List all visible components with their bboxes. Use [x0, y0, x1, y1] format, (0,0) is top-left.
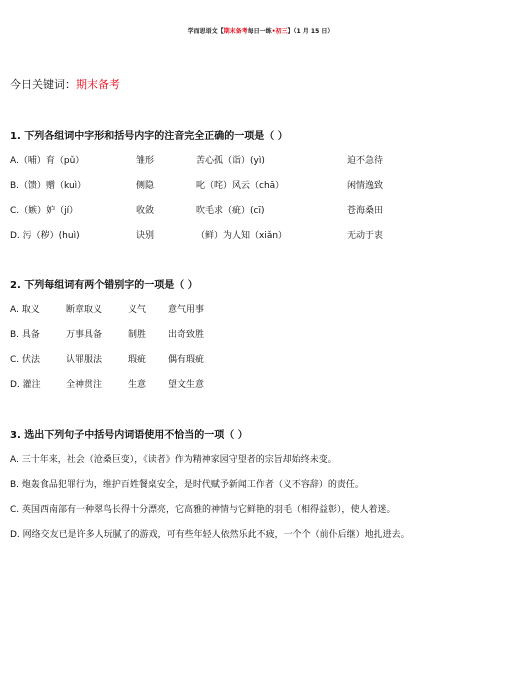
- question-1-stem: 1. 下列各组词中字形和括号内字的注音完全正确的一项是（ ）: [10, 131, 288, 142]
- q1-b-col4: 闲情逸致: [347, 181, 384, 191]
- q3-option-c: C. 英国西南部有一种翠鸟长得十分漂亮，它高雅的神情与它鲜艳的羽毛（相得益彰），使人着迷。: [10, 505, 396, 515]
- q1-b-col3: 叱（咤）风云（chā）: [196, 181, 285, 191]
- title-highlight-exam: 期末备考: [223, 28, 248, 35]
- q1-option-d: [10, 228, 515, 242]
- title-date: 】（1 月 15 日）: [287, 28, 334, 35]
- q2-d-col4: 望文生意: [168, 380, 205, 390]
- q2-c-col4: 偶有瑕疵: [168, 355, 205, 365]
- q1-a-col3: 苦心孤（诣）(yì): [196, 156, 265, 166]
- q1-option-a: [10, 153, 515, 167]
- q2-a-col3: 义气: [128, 305, 147, 315]
- q1-d-col1: D. 污（秽）(huì): [10, 231, 80, 241]
- q2-a-col1: A. 取义: [10, 305, 40, 315]
- question-3-stem: 3. 选出下列句子中括号内词语使用不恰当的一项（ ）: [10, 430, 248, 441]
- q2-d-col3: 生意: [128, 380, 147, 390]
- q1-d-col4: 无动于衷: [347, 231, 384, 241]
- q3-option-b: B. 炮轰食品犯罪行为，维护百姓餐桌安全，是时代赋予新闻工作者（义不容辞）的责任。: [10, 480, 364, 490]
- title-highlight-grade: 初三: [275, 28, 288, 35]
- q3-option-d: D. 网络交友已是许多人玩腻了的游戏，可有些年轻人依然乐此不疲，一个个（前仆后继）地扎进去。: [10, 530, 410, 540]
- keyword-value: 期末备考: [76, 78, 120, 91]
- q1-a-col2: 雏形: [136, 156, 155, 166]
- q1-option-c: [10, 203, 515, 217]
- q1-c-col1: C.（嫉）妒（jí）: [10, 206, 79, 216]
- q2-d-col2: 全神贯注: [66, 380, 103, 390]
- q1-c-col3: 吹毛求（疵）(cī): [196, 206, 265, 216]
- q1-b-col2: 侧隐: [136, 181, 155, 191]
- keyword-line: [10, 76, 120, 92]
- q2-option-a: [10, 302, 515, 316]
- q1-c-col2: 收敛: [136, 206, 155, 216]
- keyword-label: 今日关键词：: [10, 78, 76, 91]
- question-2-stem: 2. 下列每组词有两个错别字的一项是（ ）: [10, 280, 198, 291]
- title-prefix: 学而思语文【: [187, 28, 224, 35]
- q2-a-col2: 断章取义: [66, 305, 103, 315]
- q2-option-b: [10, 327, 515, 341]
- q2-c-col2: 认罪服法: [66, 355, 103, 365]
- q1-d-col3: （鲜）为人知（xiǎn）: [196, 231, 288, 241]
- q2-a-col4: 意气用事: [168, 305, 205, 315]
- q3-option-a: A. 三十年来，社会（沧桑巨变），《读者》作为精神家园守望者的宗旨却始终未变。: [10, 455, 337, 465]
- q2-option-d: [10, 377, 515, 391]
- q1-option-b: [10, 178, 515, 192]
- title-dot: •: [271, 28, 276, 35]
- q2-b-col3: 制胜: [128, 330, 147, 340]
- q2-c-col1: C. 伏法: [10, 355, 41, 365]
- q1-c-col4: 苍海桑田: [347, 206, 384, 216]
- q2-c-col3: 瑕疵: [128, 355, 147, 365]
- q2-option-c: [10, 352, 515, 366]
- q1-d-col2: 诀别: [136, 231, 155, 241]
- q2-b-col4: 出奇致胜: [168, 330, 205, 340]
- title-daily-practice: 每日一练: [247, 28, 272, 35]
- q1-a-col4: 迫不急待: [347, 156, 384, 166]
- q1-a-col1: A.（哺）育（pǔ）: [10, 156, 85, 166]
- q1-b-col1: B.（馈）赠（kuì）: [10, 181, 87, 191]
- page-title: [0, 26, 521, 35]
- q2-b-col1: B. 具备: [10, 330, 40, 340]
- q2-d-col1: D. 灌注: [10, 380, 41, 390]
- q2-b-col2: 万事具备: [66, 330, 103, 340]
